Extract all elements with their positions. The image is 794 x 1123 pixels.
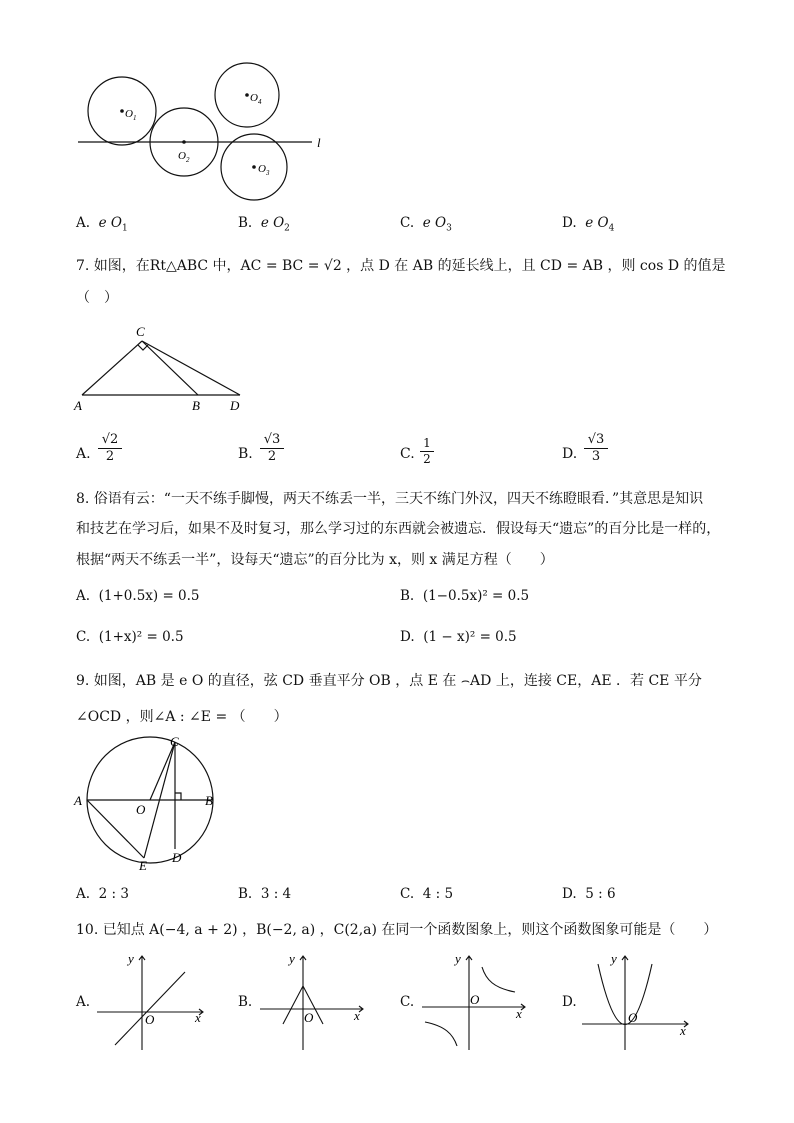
q8-stem-line2: 和技艺在学习后，如果不及时复习，那么学习过的东西就会被遗忘．假设每天“遗忘”的百分比是一样的， [76, 521, 721, 537]
svg-text:y: y [455, 951, 461, 966]
q6-option-d[interactable]: D. e $O_4$ [562, 215, 615, 234]
label-d: D [230, 398, 240, 413]
q10-option-a-label[interactable]: A. [76, 994, 91, 1010]
q9-option-d[interactable]: D. 5 : 6 [562, 886, 616, 902]
svg-text:O: O [304, 1010, 314, 1025]
label-o1: $O_1$ [125, 108, 137, 122]
q10-option-d-label[interactable]: D. [562, 994, 577, 1010]
q10-option-b-label[interactable]: B. [238, 994, 253, 1010]
q6-option-a[interactable]: A. e $O_1$ [76, 215, 128, 234]
label-o: O [136, 802, 146, 817]
q7-triangle-figure [70, 320, 260, 415]
label-d: D [172, 850, 182, 865]
svg-text:O: O [470, 992, 480, 1007]
svg-text:y: y [289, 951, 295, 966]
q8-stem-line3: 根据“两天不练丢一半”，设每天“遗忘”的百分比为 x，则 x 满足方程（ ） [76, 552, 554, 568]
label-o4: $O_4$ [250, 92, 262, 106]
q9-option-a[interactable]: A. 2 : 3 [76, 886, 129, 902]
q6-circles-figure [70, 55, 340, 205]
label-e: E [139, 858, 147, 873]
q8-option-b[interactable]: B. (1−0.5x)² = 0.5 [400, 588, 530, 604]
label-c: C [136, 324, 145, 339]
svg-text:x: x [354, 1008, 360, 1023]
svg-text:x: x [680, 1023, 686, 1038]
label-b: B [192, 398, 200, 413]
q8-option-d[interactable]: D. (1 − x)² = 0.5 [400, 629, 517, 645]
q10-option-c-label[interactable]: C. [400, 994, 415, 1010]
q10-option-c-graph[interactable] [420, 950, 535, 1050]
q10-option-a-graph[interactable] [95, 950, 210, 1050]
q6-option-b[interactable]: B. e $O_2$ [238, 215, 290, 234]
q7-stem-line1: 7. 如图，在Rt△ABC 中，AC = BC = √2 ，点 D 在 AB 的延长线上，且 CD = AB ，则 cos D 的值是 [76, 258, 726, 274]
label-a: A [74, 793, 82, 808]
q9-option-b[interactable]: B. 3 : 4 [238, 886, 292, 902]
label-o2: $O_2$ [178, 150, 190, 164]
q9-circle-figure [70, 732, 230, 873]
label-b: B [205, 793, 213, 808]
q10-stem-line1: 10. 已知点 A(−4, a + 2) ，B(−2, a) ，C(2,a) 在同一个函数图象上，则这个函数图象可能是（ ） [76, 922, 718, 938]
svg-text:O: O [145, 1012, 155, 1027]
q10-option-d-graph[interactable] [580, 950, 695, 1050]
q7-stem-line2: （ ） [76, 290, 118, 306]
q8-option-a[interactable]: A. (1+0.5x) = 0.5 [76, 588, 200, 604]
label-line-l: l [317, 135, 321, 150]
svg-text:x: x [195, 1010, 201, 1025]
q9-stem-line2: ∠OCD ，则∠A : ∠E = （ ） [76, 709, 288, 725]
label-c: C [170, 734, 179, 749]
svg-text:O: O [628, 1010, 638, 1025]
q9-stem-line1: 9. 如图，AB 是 e O 的直径，弦 CD 垂直平分 OB ，点 E 在 ⌢AD 上，连接 CE，AE ．若 CE 平分 [76, 673, 702, 689]
q8-option-c[interactable]: C. (1+x)² = 0.5 [76, 629, 184, 645]
q9-option-c[interactable]: C. 4 : 5 [400, 886, 454, 902]
svg-text:y: y [611, 951, 617, 966]
q8-stem-line1: 8. 俗语有云：“一天不练手脚慢，两天不练丢一半，三天不练门外汉，四天不练瞪眼看．”其意思是知识 [76, 491, 704, 507]
label-a: A [74, 398, 82, 413]
q10-option-b-graph[interactable] [258, 950, 373, 1050]
svg-text:x: x [516, 1006, 522, 1021]
svg-text:y: y [128, 951, 134, 966]
q6-option-c[interactable]: C. e $O_3$ [400, 215, 452, 234]
label-o3: $O_3$ [258, 163, 270, 177]
